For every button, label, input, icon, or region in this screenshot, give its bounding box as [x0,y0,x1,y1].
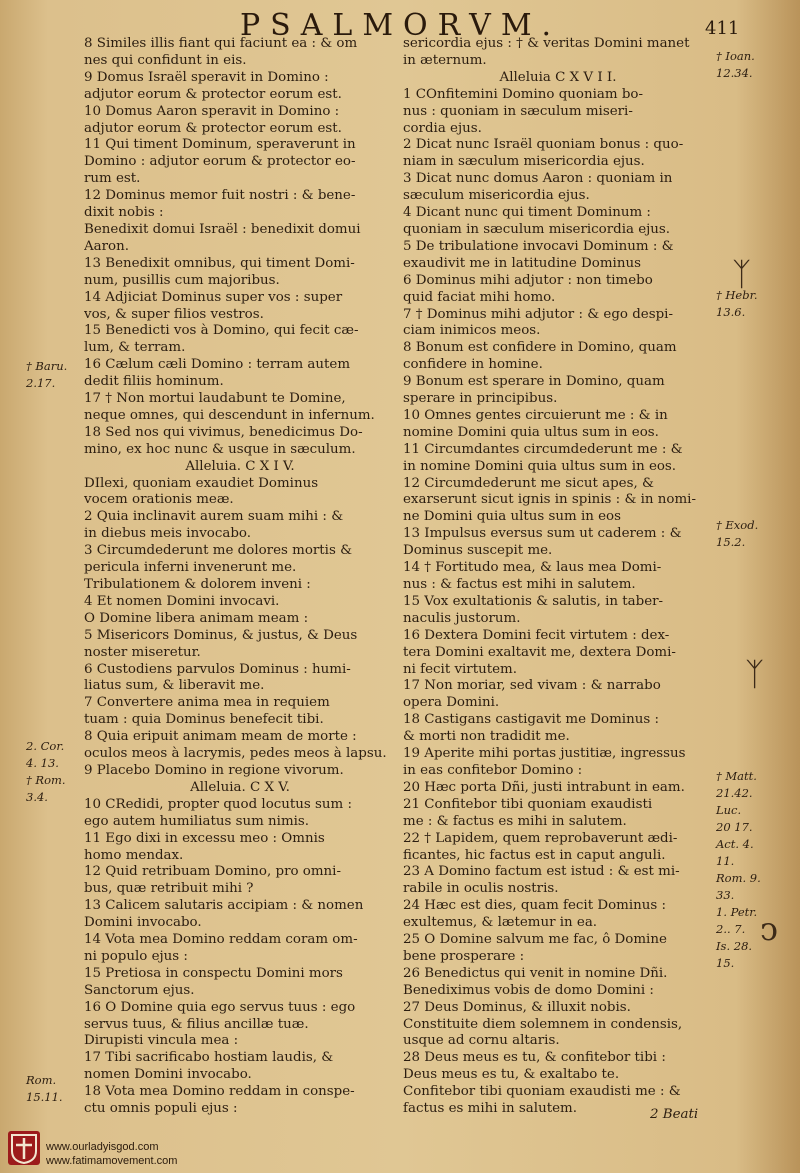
text-line: Domini invocabo. [84,915,202,931]
text-line: 15 Vox exultationis & salutis, in taber- [403,593,664,609]
text-line: Dirupisti vincula mea : [84,1033,239,1049]
text-line: bene prosperare : [403,948,525,964]
text-line: 21 Confitebor tibi quoniam exaudisti [403,796,653,812]
text-line: 10 Domus Aaron speravit in Domino : [84,103,340,119]
crest-logo-icon [8,1131,40,1165]
text-line: 18 Vota mea Domino reddam in conspe- [84,1084,355,1100]
margin-reference: Rom. [26,1073,57,1087]
right-column [403,36,713,1116]
text-line: 8 Similes illis fiant qui faciunt ea : & om [84,36,358,51]
margin-reference: 11. [716,854,735,868]
text-line: 12 Quid retribuam Domino, pro omni- [84,864,341,880]
margin-reference: 15. [716,956,735,970]
text-line: 14 Vota mea Domino reddam coram om- [84,932,358,948]
text-line: 4 Dicant nunc qui timent Dominum : [403,205,651,221]
text-line: vos, & super filios vestros. [84,306,264,322]
text-line: sæculum misericordia ejus. [403,188,590,204]
text-line: 9 Placebo Domino in regione vivorum. [84,762,344,778]
text-line: 17 Non moriar, sed vivam : & narrabo [403,678,661,694]
text-line: 1 COnfitemini Domino quoniam bo- [403,86,643,102]
text-line: 6 Custodiens parvulos Dominus : humi- [84,661,351,677]
text-line: servus tuus, & filius ancillæ tuæ. [84,1016,309,1032]
text-line: ne Domini quia ultus sum in eos [403,509,621,525]
text-line: Constituite diem solemnem in condensis, [403,1016,683,1032]
text-line: 22 † Lapidem, quem reprobaverunt ædi- [403,830,678,846]
margin-reference: † Matt. [716,769,757,783]
margin-reference: Is. 28. [716,939,753,953]
pencil-mark-icon: ᛉ [732,255,752,293]
text-line: 13 Impulsus eversus sum ut caderem : & [403,526,682,542]
margin-reference: † Baru. [26,359,68,373]
text-line: vocem orationis meæ. [84,492,234,508]
text-line: 18 Castigans castigavit me Dominus : [403,712,659,728]
text-line: 7 Convertere anima mea in requiem [84,695,330,711]
text-line: 6 Dominus mihi adjutor : non timebo [403,272,653,288]
text-line: Alleluia C X V I I. [499,69,617,85]
text-line: 3 Circumdederunt me dolores mortis & [84,543,352,559]
text-line: 11 Qui timent Dominum, speraverunt in [84,137,356,153]
text-line: 13 Benedixit omnibus, qui timent Domi- [84,255,355,271]
text-line: 23 A Domino factum est istud : & est mi- [403,864,680,880]
text-line: nomine Domini quia ultus sum in eos. [403,424,659,440]
text-line: 15 Benedicti vos à Domino, qui fecit cæ- [84,323,359,339]
page-number: 411 [705,18,740,39]
margin-reference: Rom. 9. [716,871,761,885]
text-line: in eas confitebor Domino : [403,762,583,778]
text-line: 15 Pretiosa in conspectu Domini mors [84,965,343,981]
text-line: noster miseretur. [84,644,201,660]
left-column [84,36,396,1116]
text-line: Tribulationem & dolorem inveni : [84,577,311,592]
text-line: cordia ejus. [403,120,482,136]
text-line: num, pusillis cum majoribus. [84,272,280,288]
text-line: 16 Dextera Domini fecit virtutem : dex- [403,627,670,643]
margin-reference: 33. [716,888,735,902]
text-line: 13 Calicem salutaris accipiam : & nomen [84,898,364,914]
text-line: 11 Ego dixi in excessu meo : Omnis [84,830,325,846]
text-line: in æternum. [403,52,487,68]
text-line: 16 O Domine quia ego servus tuus : ego [84,999,356,1015]
margin-reference: 21.42. [716,786,753,800]
text-line: lum, & terram. [84,340,186,356]
text-line: tuam : quia Dominus benefecit tibi. [84,712,324,728]
text-line: nomen Domini invocabo. [84,1067,252,1083]
text-line: DIlexi, quoniam exaudiet Dominus [84,475,319,491]
text-line: 17 Tibi sacrificabo hostiam laudis, & [84,1050,334,1066]
text-line: Benedixit domui Israël : benedixit domui [84,221,361,237]
text-line: exaudivit me in latitudine Dominus [403,255,641,271]
text-line: 12 Circumdederunt me sicut apes, & [403,475,654,491]
text-line: ni fecit virtutem. [403,661,517,677]
text-line: oculos meos à lacrymis, pedes meos à lapsu. [84,746,387,762]
text-line: quoniam in sæculum misericordia ejus. [403,221,671,237]
text-line: exarserunt sicut ignis in spinis : & in nomi- [403,492,696,508]
text-line: nes qui confidunt in eis. [84,52,247,68]
text-line: Confitebor tibi quoniam exaudisti me : & [403,1084,681,1100]
text-line: 3 Dicat nunc domus Aaron : quoniam in [403,171,673,187]
text-line: factus es mihi in salutem. [403,1101,577,1116]
text-line: 19 Aperite mihi portas justitiæ, ingressus [403,746,686,762]
text-line: 9 Domus Israël speravit in Domino : [84,69,329,85]
footer-url-1[interactable]: www.ourladyisgod.com [46,1141,159,1153]
text-line: 5 Misericors Dominus, & justus, & Deus [84,627,358,643]
text-line: 8 Bonum est confidere in Domino, quam [403,340,677,356]
text-line: liatus sum, & liberavit me. [84,678,265,694]
text-line: Domino : adjutor eorum & protector eo- [84,154,356,170]
text-line: tera Domini exaltavit me, dextera Domi- [403,644,676,660]
text-line: 9 Bonum est sperare in Domino, quam [403,374,665,390]
text-line: dixit nobis : [84,205,164,221]
pencil-mark-icon: ᛉ [745,655,765,693]
text-line: Benediximus vobis de domo Domini : [403,982,654,998]
margin-reference: 1. Petr. [716,905,758,919]
text-line: 5 De tribulatione invocavi Dominum : & [403,238,674,254]
text-line: rabile in oculis nostris. [403,881,559,897]
margin-reference: † Exod. [716,518,759,532]
page-header [0,6,800,43]
text-line: 4 Et nomen Domini invocavi. [84,593,280,609]
text-line: 11 Circumdantes circumdederunt me : & [403,441,683,457]
text-line: ego autem humiliatus sum nimis. [84,813,310,829]
text-line: & morti non tradidit me. [403,729,570,745]
text-line: neque omnes, qui descendunt in infernum. [84,407,375,423]
text-line: dedit filiis hominum. [84,374,224,390]
text-line: Alleluia. C X V. [190,779,290,795]
text-line: 10 Omnes gentes circuierunt me : & in [403,407,668,423]
text-line: 26 Benedictus qui venit in nomine Dñi. [403,965,668,981]
text-line: mino, ex hoc nunc & usque in sæculum. [84,441,356,457]
text-line: naculis justorum. [403,610,521,626]
text-line: quid faciat mihi homo. [403,289,556,305]
text-line: adjutor eorum & protector eorum est. [84,120,342,136]
footer-url-2[interactable]: www.fatimamovement.com [46,1155,178,1167]
text-line: Aaron. [84,238,129,254]
text-line: ficantes, hic factus est in caput anguli. [403,847,666,863]
margin-reference: 3.4. [26,790,48,804]
text-line: confidere in homine. [403,357,543,373]
text-line: ciam inimicos meos. [403,323,541,339]
text-line: 27 Deus Dominus, & illuxit nobis. [403,999,631,1015]
text-line: 20 Hæc porta Dñi, justi intrabunt in eam. [403,779,685,795]
pencil-mark-icon: ↄ [760,910,778,948]
text-line: ctu omnis populi ejus : [84,1101,238,1116]
text-line: 10 CRedidi, propter quod locutus sum : [84,796,352,812]
margin-reference: 15.11. [26,1090,63,1104]
text-line: Alleluia. C X I V. [185,458,295,474]
text-line: 17 † Non mortui laudabunt te Domine, [84,391,346,407]
margin-reference: 15.2. [716,535,746,549]
text-line: 7 † Dominus mihi adjutor : & ego despi- [403,306,673,322]
text-line: adjutor eorum & protector eorum est. [84,86,342,102]
text-line: Sanctorum ejus. [84,982,195,998]
text-line: in diebus meis invocabo. [84,526,251,542]
text-line: 28 Deus meus es tu, & confitebor tibi : [403,1050,666,1066]
margin-reference: 13.6. [716,305,746,319]
text-line: exultemus, & lætemur in ea. [403,915,598,931]
text-line: sperare in principibus. [403,391,558,407]
text-line: 12 Dominus memor fuit nostri : & bene- [84,188,356,204]
text-line: usque ad cornu altaris. [403,1033,560,1049]
text-line: 18 Sed nos qui vivimus, benedicimus Do- [84,424,363,440]
text-line: 24 Hæc est dies, quam fecit Dominus : [403,898,667,914]
text-line: Dominus suscepit me. [403,543,553,559]
margin-reference: † Hebr. [716,288,758,302]
margin-reference: 2.. 7. [716,922,746,936]
margin-reference: † Rom. [26,773,66,787]
footer-watermark [46,1140,177,1168]
text-line: 14 † Fortitudo mea, & laus mea Domi- [403,560,662,576]
margin-reference: 2.17. [26,376,56,390]
text-line: pericula inferni invenerunt me. [84,560,297,576]
margin-reference: Act. 4. [716,837,754,851]
text-line: 25 O Domine salvum me fac, ô Domine [403,932,667,948]
text-line: rum est. [84,171,141,187]
catchword: 2 Beati [650,1107,699,1122]
text-line: 2 Dicat nunc Israël quoniam bonus : quo- [403,137,684,153]
text-line: nus : & factus est mihi in salutem. [403,577,636,592]
text-line: ni populo ejus : [84,948,188,964]
text-line: nus : quoniam in sæculum miseri- [403,103,633,119]
text-line: me : & factus es mihi in salutem. [403,813,627,829]
text-line: O Domine libera animam meam : [84,610,309,626]
text-line: homo mendax. [84,847,184,863]
margin-reference: 4. 13. [26,756,59,770]
margin-reference: † Ioan. [716,49,755,63]
running-title: PSALMORVM. [240,8,562,43]
text-line: 2 Quia inclinavit aurem suam mihi : & [84,509,344,525]
text-line: 14 Adjiciat Dominus super vos : super [84,289,343,305]
margin-reference: 12.34. [716,66,753,80]
text-line: 8 Quia eripuit animam meam de morte : [84,729,357,745]
margin-reference: Luc. [716,803,742,817]
text-line: in nomine Domini quia ultus sum in eos. [403,458,677,474]
margin-reference: 20 17. [716,820,753,834]
text-line: bus, quæ retribuit mihi ? [84,881,254,897]
text-line: opera Domini. [403,695,500,711]
margin-reference: 2. Cor. [26,739,65,753]
text-line: sericordia ejus : † & veritas Domini manet [403,36,690,51]
text-line: 16 Cælum cæli Domino : terram autem [84,357,351,373]
text-line: Deus meus es tu, & exaltabo te. [403,1067,620,1083]
text-line: niam in sæculum misericordia ejus. [403,154,645,170]
